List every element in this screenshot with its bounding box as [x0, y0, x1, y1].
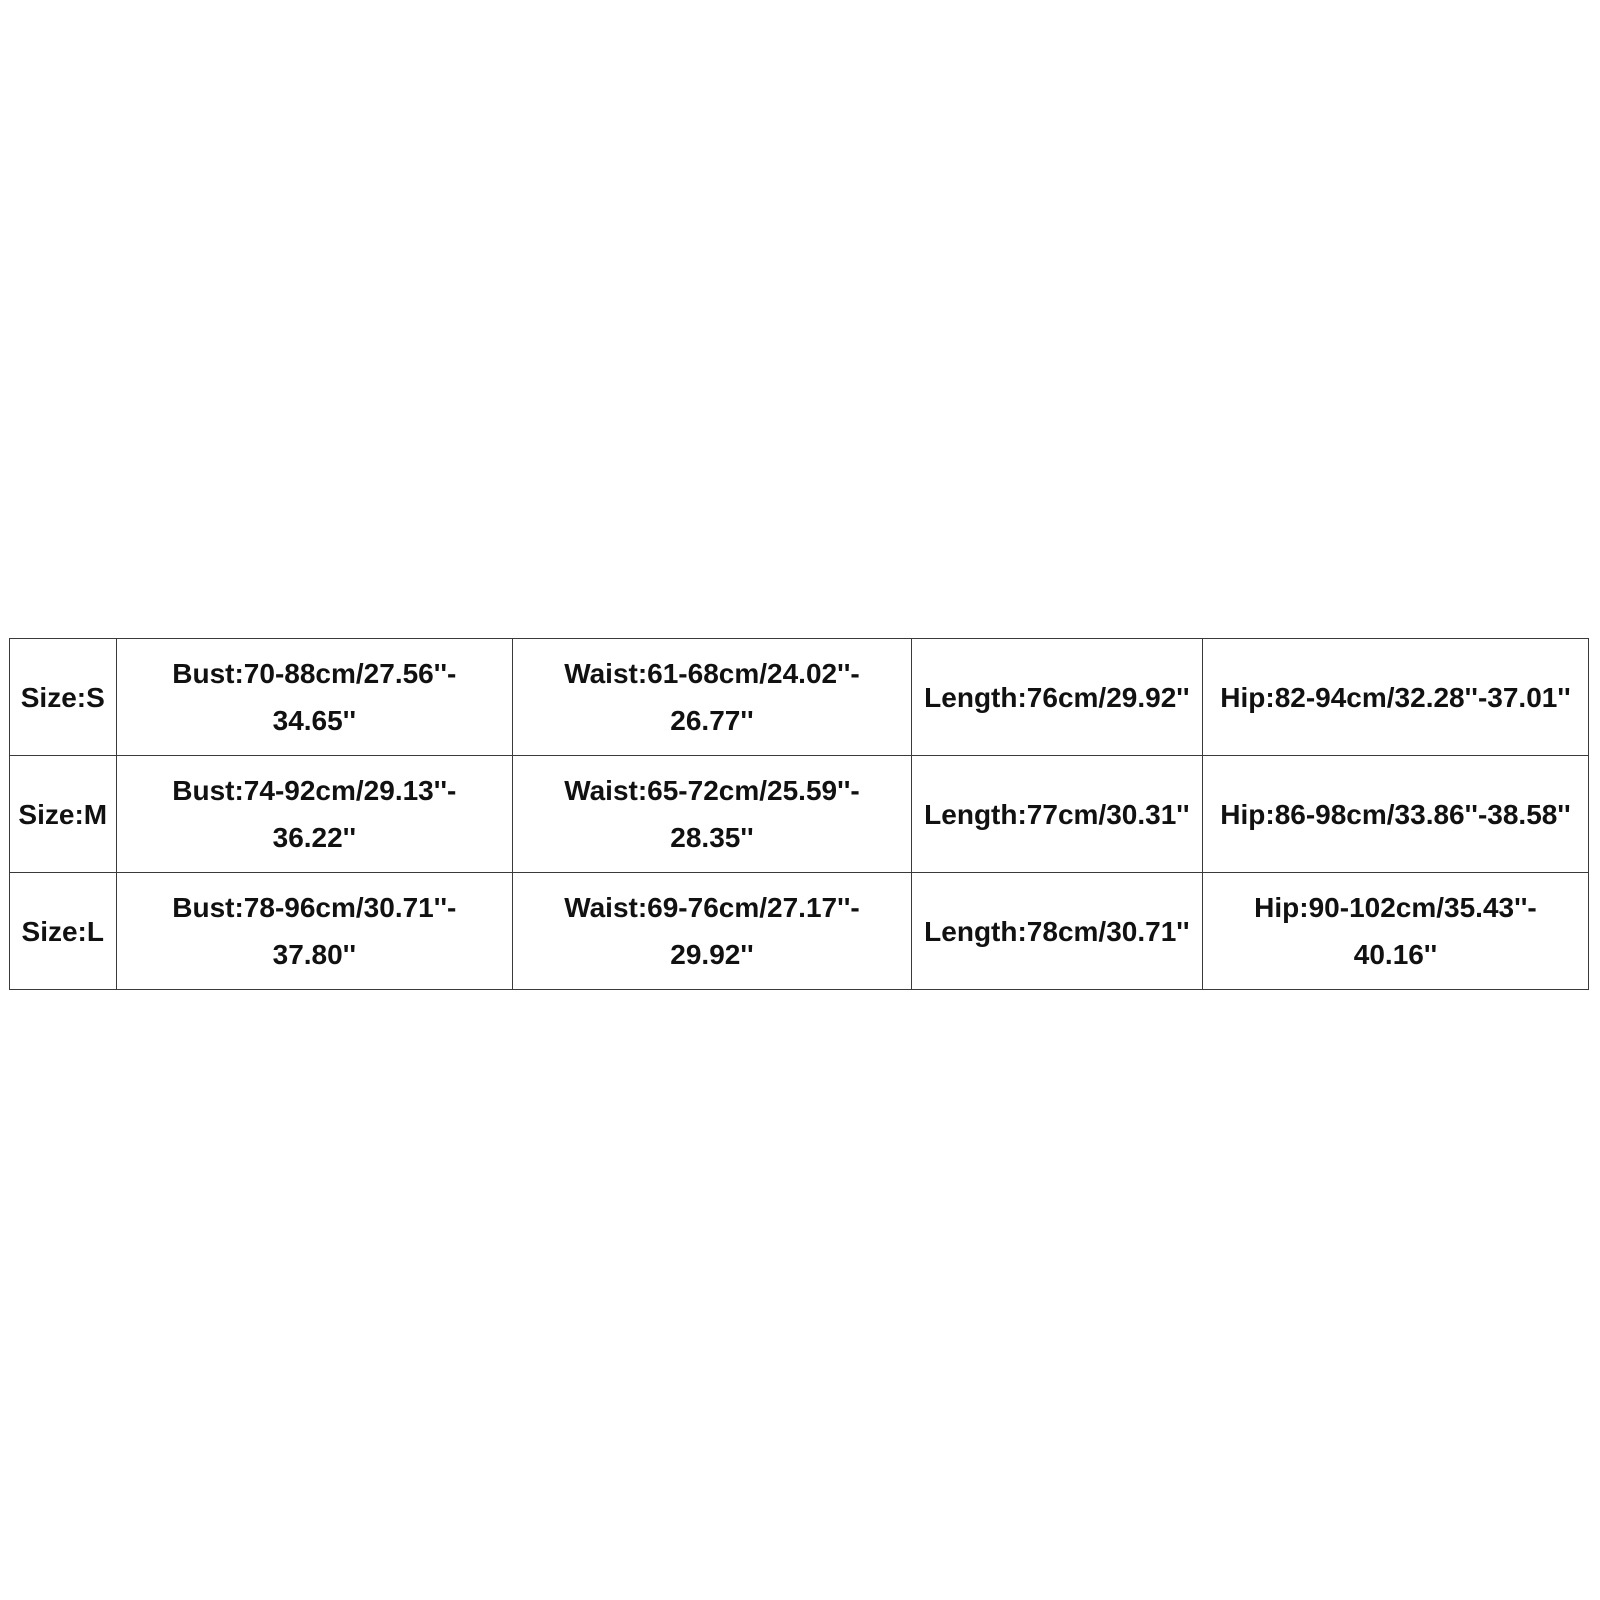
hip-cell: Hip:90-102cm/35.43''- 40.16''	[1202, 873, 1588, 990]
length-cell: Length:78cm/30.71''	[911, 873, 1202, 990]
size-row-m	[10, 756, 1589, 873]
hip-cell: Hip:82-94cm/32.28''-37.01''	[1202, 639, 1588, 756]
hip-cell: Hip:86-98cm/33.86''-38.58''	[1202, 756, 1588, 873]
bust-cell: Bust:70-88cm/27.56''- 34.65''	[116, 639, 513, 756]
length-cell: Length:77cm/30.31''	[911, 756, 1202, 873]
size-row-l	[10, 873, 1589, 990]
size-row-s	[10, 639, 1589, 756]
bust-cell: Bust:78-96cm/30.71''- 37.80''	[116, 873, 513, 990]
bust-cell: Bust:74-92cm/29.13''- 36.22''	[116, 756, 513, 873]
length-cell: Length:76cm/29.92''	[911, 639, 1202, 756]
size-chart-table	[9, 638, 1589, 990]
size-cell: Size:M	[10, 756, 117, 873]
size-cell: Size:L	[10, 873, 117, 990]
waist-cell: Waist:65-72cm/25.59''- 28.35''	[513, 756, 912, 873]
size-cell: Size:S	[10, 639, 117, 756]
waist-cell: Waist:61-68cm/24.02''- 26.77''	[513, 639, 912, 756]
waist-cell: Waist:69-76cm/27.17''- 29.92''	[513, 873, 912, 990]
